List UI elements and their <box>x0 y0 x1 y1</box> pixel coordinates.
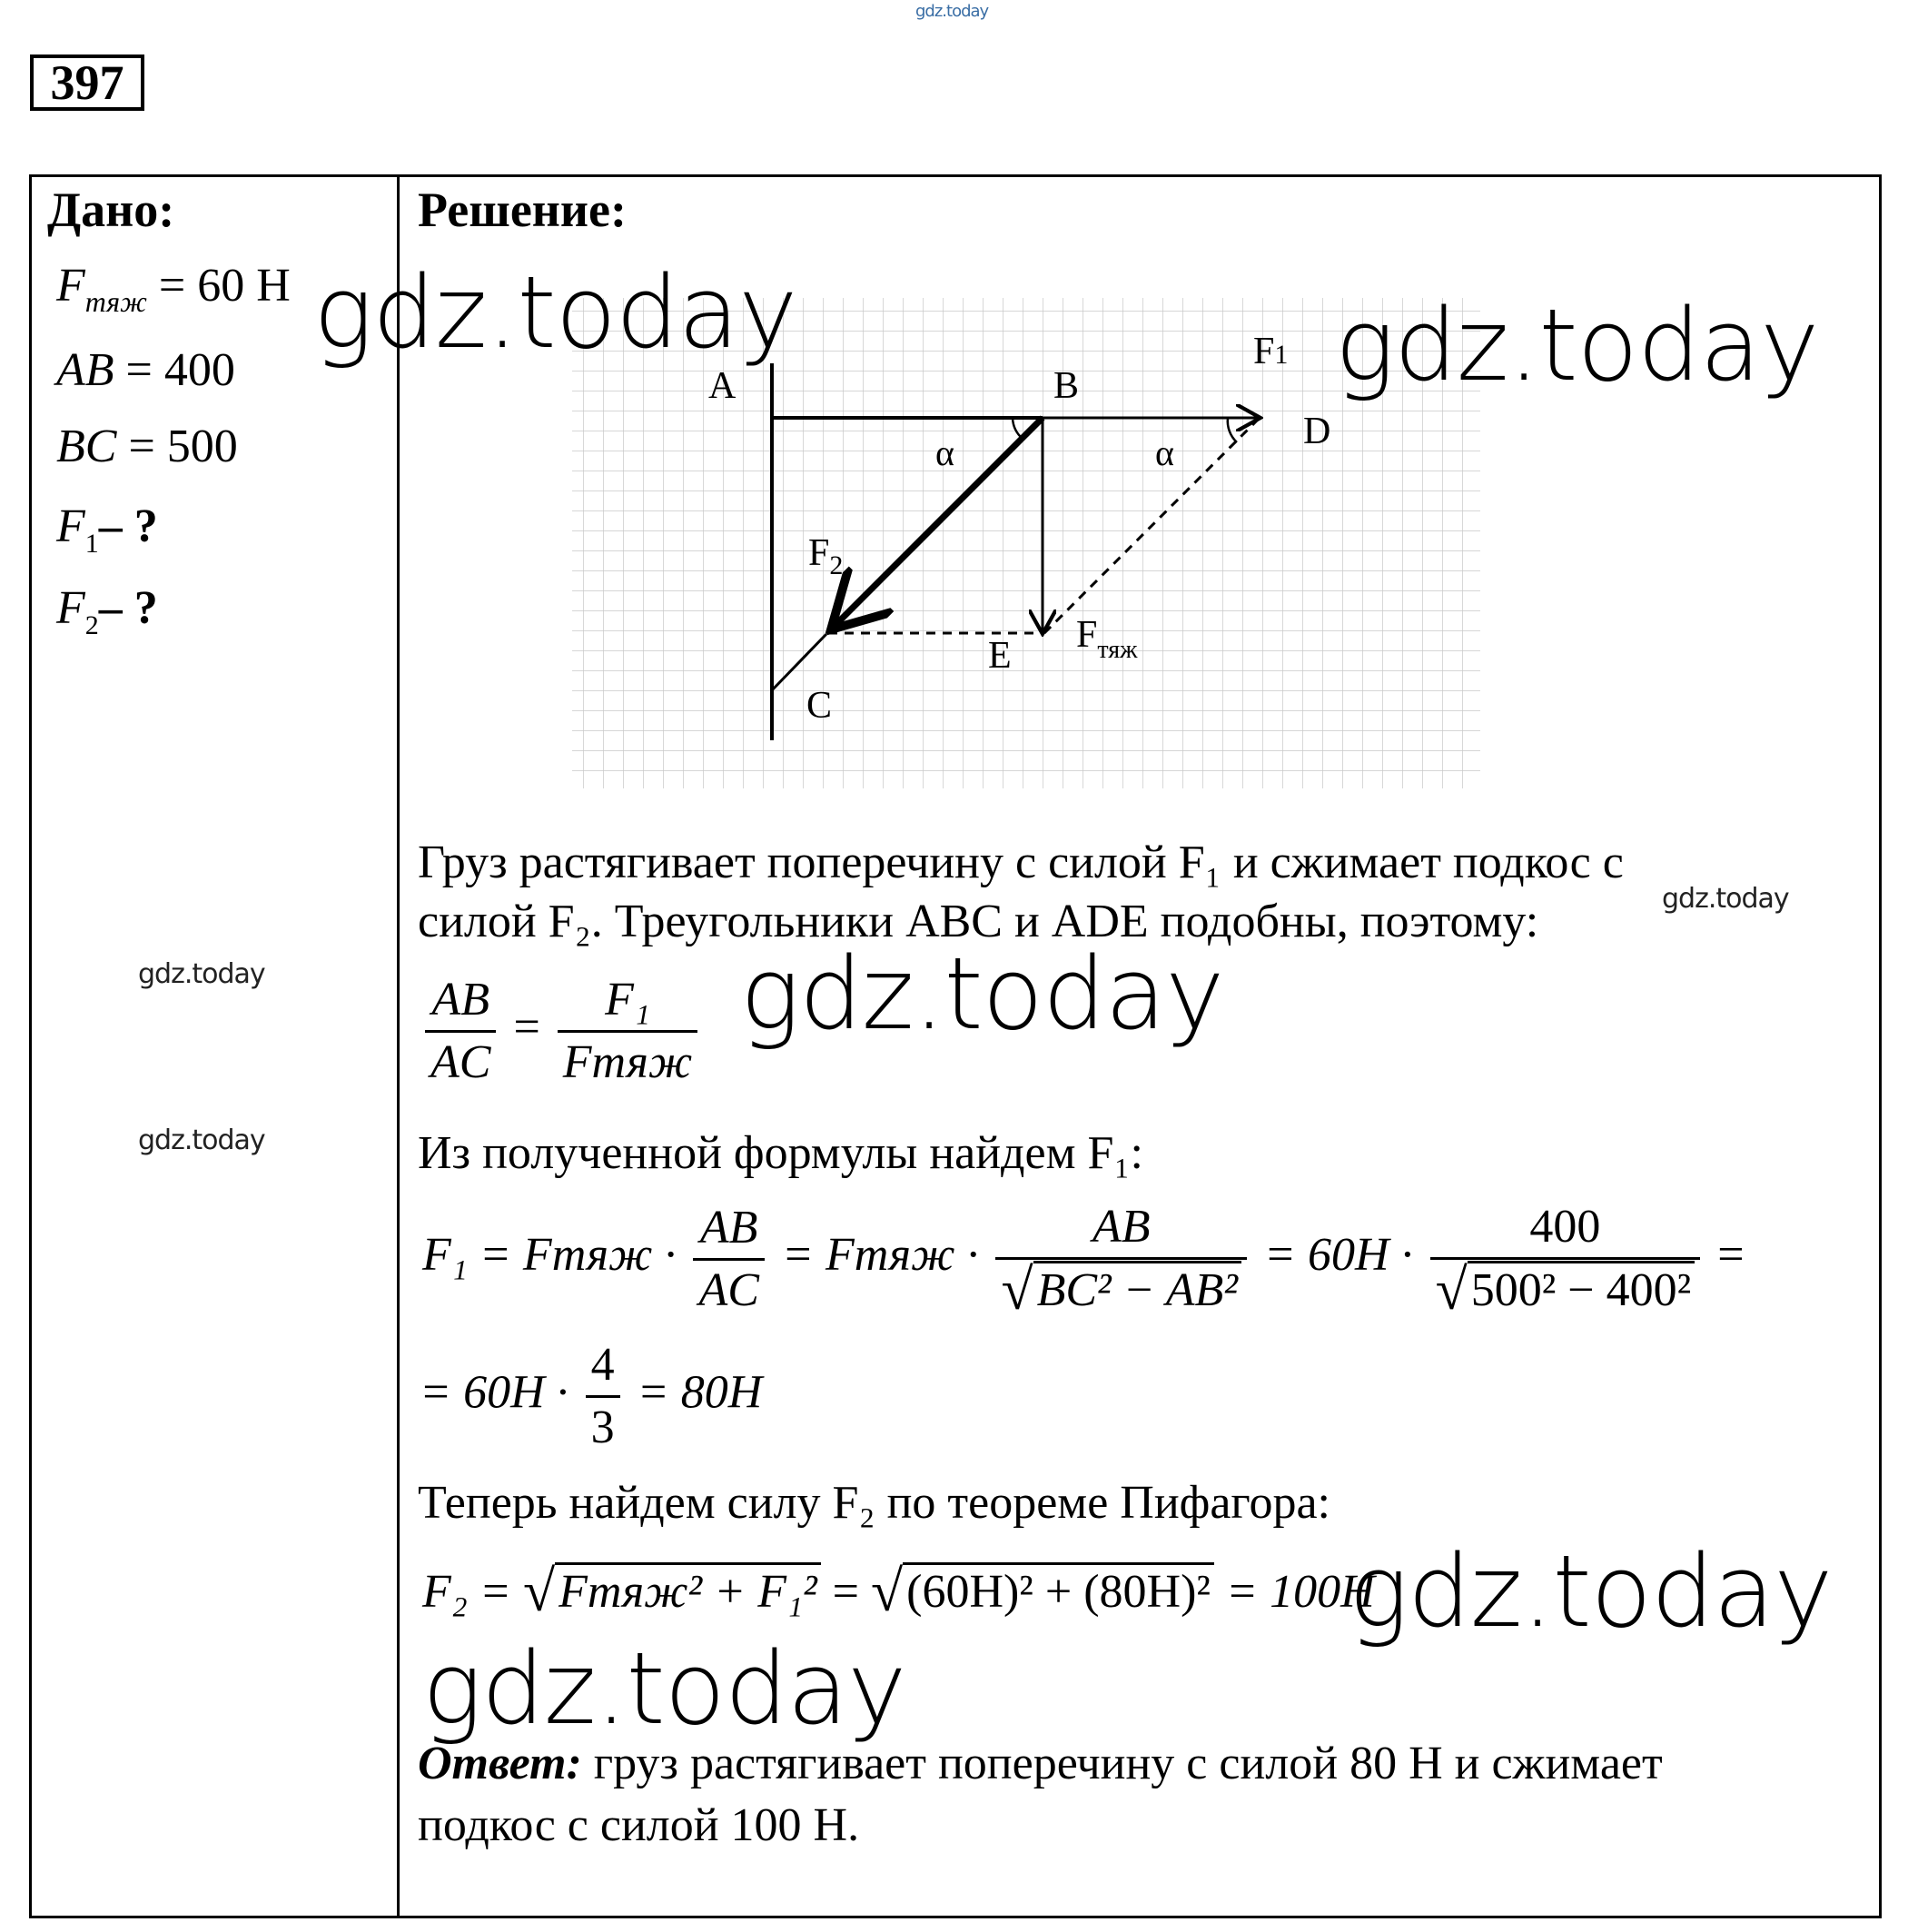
watermark-4: gdz.today <box>1349 1533 1833 1650</box>
given-ab: AB = 400 <box>56 344 235 396</box>
label-f1: F1 <box>1253 331 1289 372</box>
label-a: A <box>708 365 737 407</box>
label-d: D <box>1303 411 1331 452</box>
label-ftyazh: $F_{тяж}$ <box>1076 614 1138 664</box>
f2-calculation: F₂ = √Fтяж² + F₁² = √(60H)² + (80H)² = 100H <box>422 1559 1375 1623</box>
given-ftyazh: $F_{тяж} = 60$ Н <box>56 260 291 318</box>
watermark-5: gdz.today <box>422 1630 906 1747</box>
paragraph-1-line-2: силой F₂. Треугольники ABC и ADE подобны, поэтому: <box>418 896 1539 947</box>
given-f2: $F_2-$ ? <box>56 582 158 640</box>
label-e: E <box>988 635 1012 677</box>
label-f2: $F_2$ <box>808 532 844 580</box>
given-bc: BC = 500 <box>56 421 238 472</box>
paragraph-3: Теперь найдем силу F₂ по теореме Пифагора: <box>418 1477 1330 1529</box>
answer-line-2: подкос с силой 100 Н. <box>418 1799 860 1851</box>
label-alpha-d: α <box>1155 432 1174 473</box>
given-header: Дано: <box>47 183 175 237</box>
watermark-small-1: gdz.today <box>1662 883 1789 915</box>
solution-header: Решение: <box>418 183 627 237</box>
label-alpha-b: α <box>935 432 954 473</box>
watermark-small-2: gdz.today <box>138 958 265 990</box>
ratio-formula: $\frac{AB}{AC}$ = $\frac{\text{F₁}}{\text{Fтяж}}$ <box>420 970 703 1093</box>
problem-number: 397 <box>30 54 144 111</box>
watermark-3: gdz.today <box>740 936 1224 1052</box>
paragraph-1-line-1: Груз растягивает поперечину с силой F₁ и сжимает подкос с <box>418 837 1624 888</box>
paragraph-2: Из полученной формулы найдем F₁: <box>418 1127 1143 1179</box>
label-c: C <box>806 685 833 727</box>
label-b: B <box>1053 365 1080 407</box>
f1-calculation: F₁ = Fтяж · $\frac{AB}{AC}$ = Fтяж · $\frac{AB}{\text{√BC² − AB²}}$ = 60H · $\frac{400}{\text{√500² − 400²}}$ = <box>422 1197 1745 1321</box>
watermark-small-3: gdz.today <box>138 1125 265 1156</box>
watermark-1: gdz.today <box>313 254 797 371</box>
answer-line-1: Ответ: груз растягивает поперечину с силой 80 Н и сжимает <box>418 1738 1663 1789</box>
column-divider <box>397 174 400 1918</box>
f1-result: = 60H · $\frac{4}{3}$ = 80H <box>420 1335 762 1458</box>
given-f1: $F_1-$ ? <box>56 500 158 559</box>
watermark-2: gdz.today <box>1335 287 1819 403</box>
watermark-top: gdz.today <box>915 2 989 21</box>
